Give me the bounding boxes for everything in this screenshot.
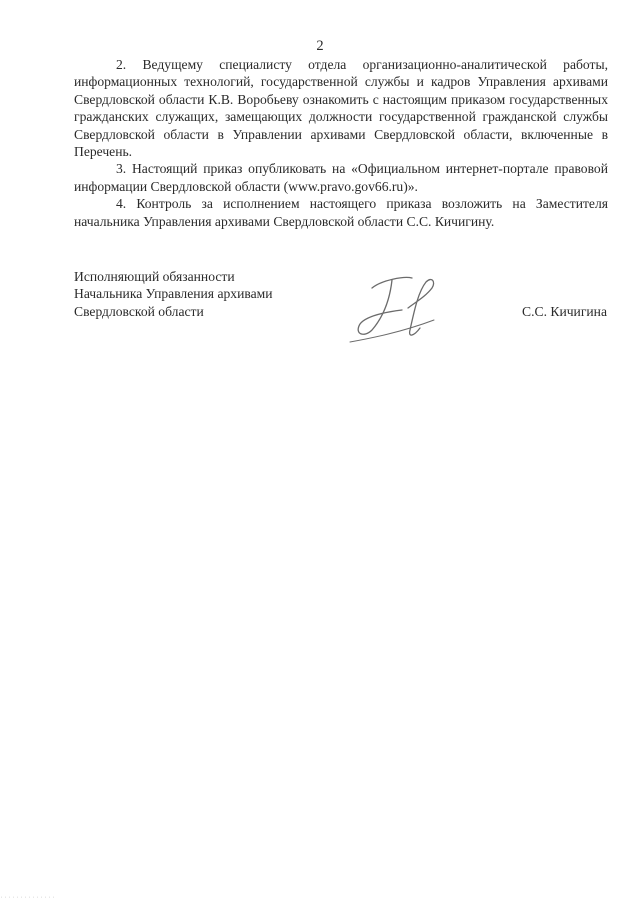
signatory-title-line-2: Начальника Управления архивами — [74, 286, 273, 302]
handwritten-signature — [342, 268, 454, 348]
document-body — [74, 56, 608, 230]
signatory-title-line-3: Свердловской области — [74, 303, 204, 319]
signatory-title — [74, 268, 273, 320]
paragraph-3: 3. Настоящий приказ опубликовать на «Официальном интернет-портале правовой информации Свердловской области (www.pravo.gov66.ru)». — [74, 161, 608, 194]
paragraph-2: 2. Ведущему специалисту отдела организационно-аналитической работы, информационных технологий, государственной службы и кадров Управления архивами Свердловской области К.В. Воробьеву ознакомить с настоящим приказом государственных гражданских служащих, замещающих должности государственной гражданской службы Свердловской области в Управлении архивами Свердловской области, включенные в Перечень. — [74, 57, 608, 160]
paragraph-4: 4. Контроль за исполнением настоящего приказа возложить на Заместителя начальника Управления архивами Свердловской области С.С. Кичигину. — [74, 196, 608, 229]
signatory-title-line-1: Исполняющий обязанности — [74, 269, 235, 284]
scan-edge-mark: ·············· — [0, 895, 57, 901]
page-number: 2 — [316, 38, 324, 54]
signatory-name: С.С. Кичигина — [522, 304, 607, 319]
